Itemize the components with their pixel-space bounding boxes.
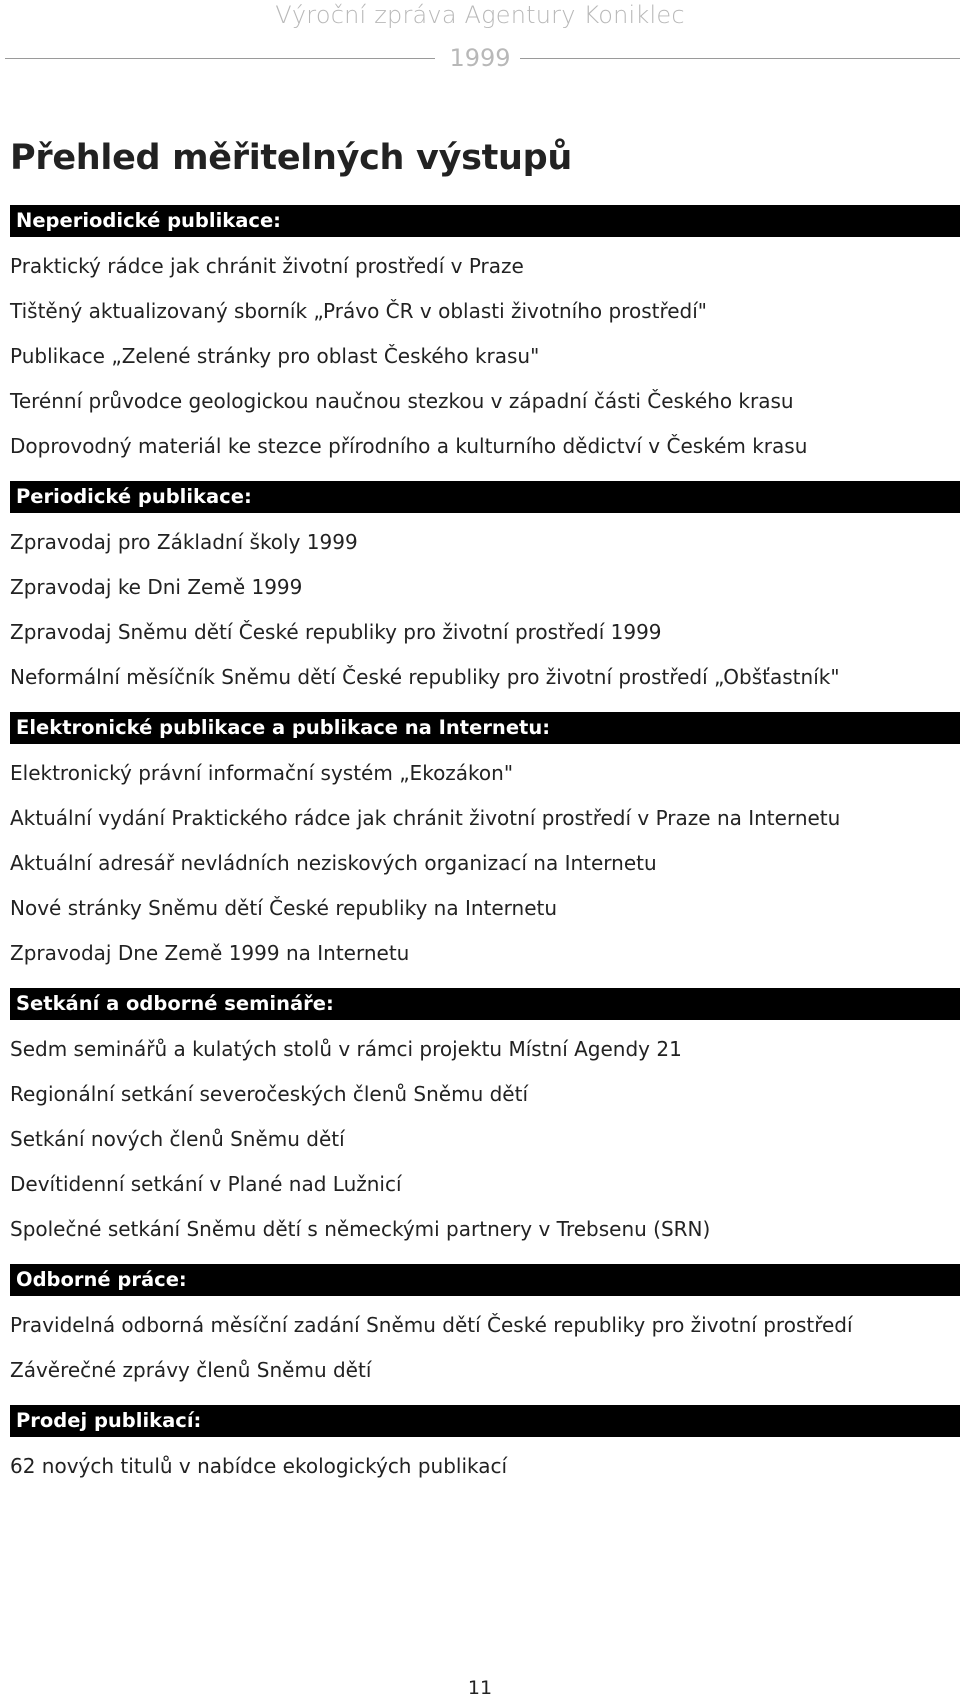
list-item: Publikace „Zelené stránky pro oblast Českého krasu": [10, 344, 540, 368]
section-heading: Prodej publikací:: [10, 1405, 960, 1437]
list-item: Aktuální vydání Praktického rádce jak chránit životní prostředí v Praze na Internetu: [10, 806, 841, 830]
list-item: Terénní průvodce geologickou naučnou stezkou v západní části Českého krasu: [10, 389, 794, 413]
page-number: 11: [467, 1677, 493, 1699]
section: [10, 205, 960, 472]
list-item: Zpravodaj Sněmu dětí České republiky pro životní prostředí 1999: [10, 620, 662, 644]
section: [10, 1405, 960, 1492]
list-item: Společné setkání Sněmu dětí s německými partnery v Trebsenu (SRN): [10, 1217, 711, 1241]
sections-list: [10, 205, 960, 1492]
section-heading: Setkání a odborné semináře:: [10, 988, 960, 1020]
list-item: Praktický rádce jak chránit životní prostředí v Praze: [10, 254, 524, 278]
section-heading: Odborné práce:: [10, 1264, 960, 1296]
header-rule-right: [520, 58, 960, 59]
section-heading: Periodické publikace:: [10, 481, 960, 513]
list-item: Devítidenní setkání v Plané nad Lužnicí: [10, 1172, 402, 1196]
list-item: Neformální měsíčník Sněmu dětí České republiky pro životní prostředí „Obšťastník": [10, 665, 840, 689]
list-item: Zpravodaj Dne Země 1999 na Internetu: [10, 941, 410, 965]
list-item: Nové stránky Sněmu dětí České republiky na Internetu: [10, 896, 558, 920]
section-heading: Neperiodické publikace:: [10, 205, 960, 237]
section: [10, 481, 960, 703]
section: [10, 988, 960, 1255]
list-item: Zpravodaj pro Základní školy 1999: [10, 530, 358, 554]
list-item: Pravidelná odborná měsíční zadání Sněmu dětí České republiky pro životní prostředí: [10, 1313, 853, 1337]
section-heading: Elektronické publikace a publikace na Internetu:: [10, 712, 960, 744]
list-item: Doprovodný materiál ke stezce přírodního a kulturního dědictví v Českém krasu: [10, 434, 808, 458]
section: [10, 1264, 960, 1396]
list-item: Závěrečné zprávy členů Sněmu dětí: [10, 1358, 372, 1382]
report-header-year: 1999: [449, 44, 511, 72]
report-header-title: Výroční zpráva Agentury Koniklec: [275, 1, 685, 29]
list-item: Aktuální adresář nevládních neziskových organizací na Internetu: [10, 851, 657, 875]
list-item: Zpravodaj ke Dni Země 1999: [10, 575, 303, 599]
list-item: 62 nových titulů v nabídce ekologických publikací: [10, 1454, 508, 1478]
list-item: Setkání nových členů Sněmu dětí: [10, 1127, 345, 1151]
list-item: Sedm seminářů a kulatých stolů v rámci projektu Místní Agendy 21: [10, 1037, 682, 1061]
page-title: Přehled měřitelných výstupů: [10, 138, 573, 178]
list-item: Tištěný aktualizovaný sborník „Právo ČR v oblasti životního prostředí": [10, 299, 707, 323]
list-item: Elektronický právní informační systém „Ekozákon": [10, 761, 514, 785]
section: [10, 712, 960, 979]
list-item: Regionální setkání severočeských členů Sněmu dětí: [10, 1082, 529, 1106]
